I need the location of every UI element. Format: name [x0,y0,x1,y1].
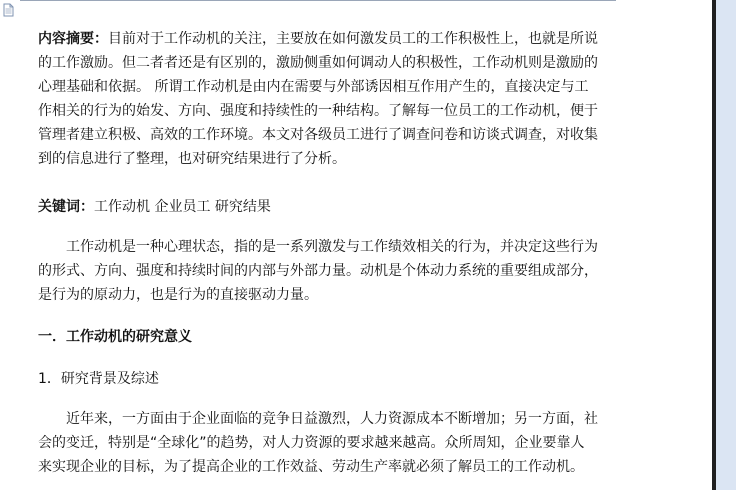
keywords-text: 工作动机 企业员工 研究结果 [94,199,271,215]
page-top-border [20,0,616,1]
keywords-label-colon: ： [80,199,94,215]
abstract-label: 内容摘要 [38,31,94,47]
body-paragraph-1: 工作动机是一种心理状态，指的是一系列激发与工作绩效相关的行为，并决定这些行为的形式、方向、强度和持续时间的内部与外部力量。动机是个体动力系统的重要组成部分，是行为的原动力，也是行为的直接驱动力量。 [38,239,598,303]
abstract-paragraph [38,27,598,171]
document-icon [3,3,14,17]
application-background [716,0,736,490]
keywords-label: 关键词 [38,199,80,215]
keywords-paragraph [38,195,598,219]
body-paragraph-2: 近年来，一方面由于企业面临的竞争日益激烈，人力资源成本不断增加；另一方面，社会的变迁，特别是“全球化”的趋势，对人力资源的要求越来越高。众所周知，企业要靠人来实现企业的目标，为了提高企业的工作效益、劳动生产率就必须了解员工的工作动机。 [38,411,598,475]
abstract-label-colon: ： [94,31,108,47]
abstract-text: 目前对于工作动机的关注，主要放在如何激发员工的工作积极性上，也就是所说的工作激励。但二者者还是有区别的，激励侧重如何调动人的积极性，工作动机则是激励的心理基础和依据。 所谓工作动机是由内在需要与外部诱因相互作用产生的，直接决定与工作相关的行为的始发、方向、强度和持续性的一种结构。了解每一位员工的工作动机，便于管理者建立积极、高效的工作环境。本文对各级员工进行了调查问卷和访谈式调查，对收集到的信息进行了整理，也对研究结果进行了分析。 [38,31,598,167]
subsection-heading-1: 1．研究背景及综述 [38,371,159,387]
document-content [38,27,598,479]
section-heading-1: 一．工作动机的研究意义 [38,329,192,345]
